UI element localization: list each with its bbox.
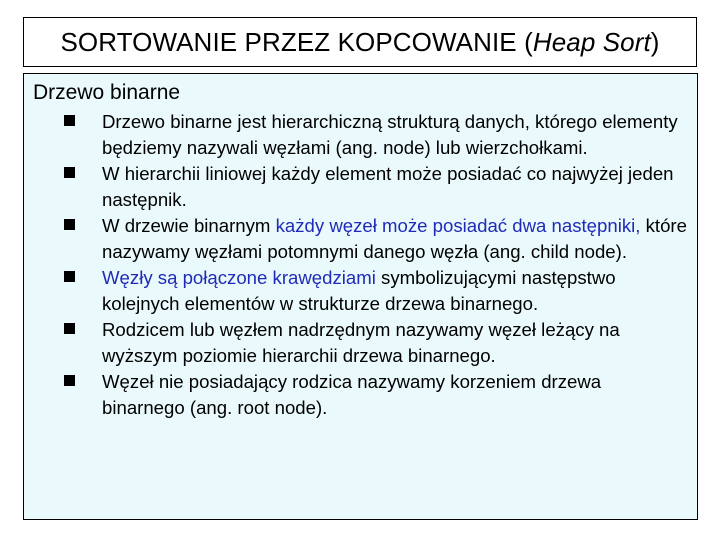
bullet-text: W drzewie binarnym [102, 215, 276, 236]
content-panel [23, 73, 698, 520]
bullet-highlight: Węzły są połączone krawędziami [102, 267, 376, 288]
title-suffix: ) [650, 26, 660, 57]
bullet-item [64, 265, 689, 317]
bullet-text: Drzewo binarne jest hierarchiczną strukturą danych, którego elementy będziemy nazywali węzłami (ang. node) lub wierzchołkami. [102, 111, 678, 158]
square-bullet-icon [64, 375, 75, 386]
bullet-item [64, 369, 689, 421]
bullet-highlight: każdy węzeł może posiadać dwa następniki, [275, 215, 641, 236]
bullet-text-after: symbolizującymi następstwo kolejnych elementów w strukturze drzewa binarnego. [102, 267, 616, 314]
bullet-item [64, 213, 689, 265]
bullet-item [64, 161, 689, 213]
bullet-text: Węzeł nie posiadający rodzica nazywamy korzeniem drzewa binarnego (ang. root node). [102, 371, 602, 418]
bullet-list [64, 109, 689, 421]
square-bullet-icon [64, 167, 75, 178]
section-heading: Drzewo binarne [33, 81, 181, 104]
bullet-text: Rodzicem lub węzłem nadrzędnym nazywamy węzeł leżący na wyższym poziomie hierarchii drzewa binarnego. [102, 319, 620, 366]
slide-title-box [23, 17, 697, 67]
square-bullet-icon [64, 271, 75, 282]
square-bullet-icon [64, 219, 75, 230]
square-bullet-icon [64, 115, 75, 126]
title-prefix: SORTOWANIE PRZEZ KOPCOWANIE ( [60, 26, 533, 57]
title-italic: Heap Sort [532, 26, 651, 57]
square-bullet-icon [64, 323, 75, 334]
slide-title [60, 27, 659, 58]
bullet-text: W hierarchii liniowej każdy element może posiadać co najwyżej jeden następnik. [102, 163, 674, 210]
bullet-item [64, 317, 689, 369]
bullet-text-after: które nazywamy węzłami potomnymi danego węzła (ang. child node). [102, 215, 687, 262]
bullet-item [64, 109, 689, 161]
